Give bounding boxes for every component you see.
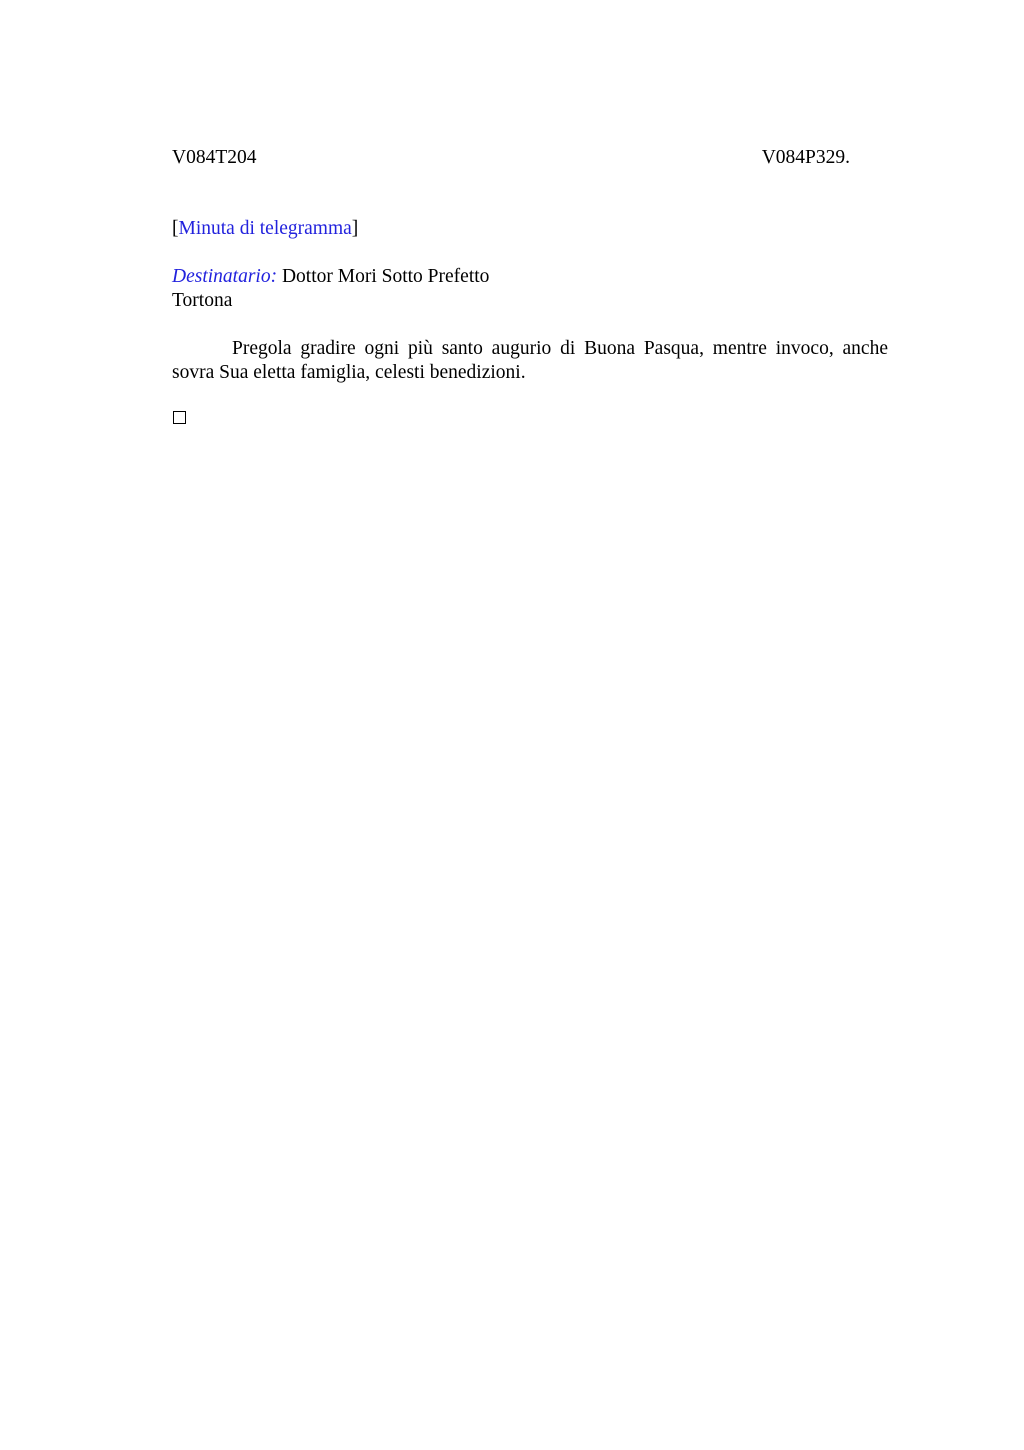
document-code-right: V084P329. [761,147,850,168]
open-bracket: [ [172,218,179,239]
recipient-name: Dottor Mori Sotto Prefetto [281,266,490,287]
recipient-line [172,265,489,289]
close-bracket: ] [351,218,359,239]
document-type-label: Minuta di telegramma [178,218,352,239]
telegram-body: Pregola gradire ogni più santo augurio di Buona Pasqua, mentre invoco, anche sovra Sua eletta famiglia, celesti benedizioni. [172,338,888,383]
empty-square-icon [173,411,186,424]
recipient-city: Tortona [172,290,233,311]
document-code-left: V084T204 [172,147,257,168]
recipient-label: Destinatario: [172,266,278,287]
document-type [172,217,358,241]
